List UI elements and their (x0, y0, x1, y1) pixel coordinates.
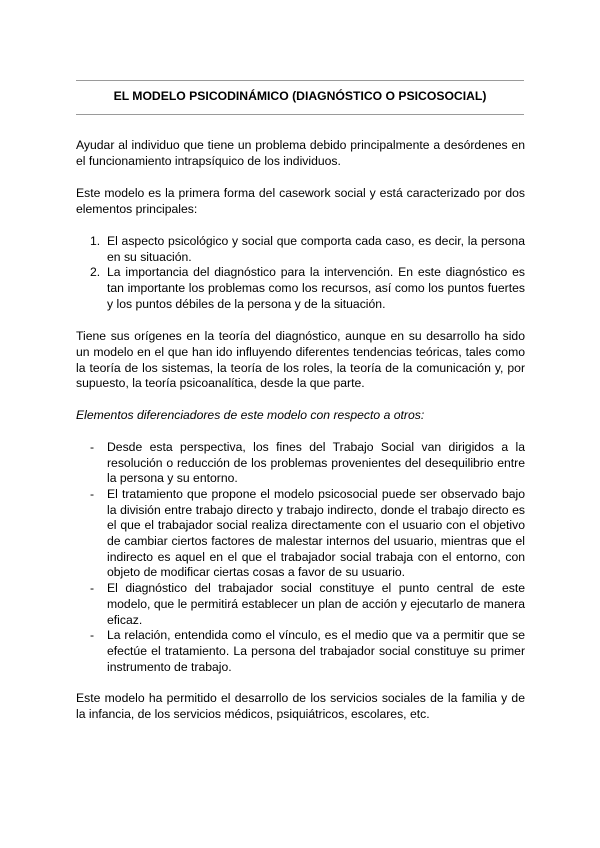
principal-elements-list (76, 234, 525, 313)
list-item (76, 440, 525, 487)
intro-paragraph-1: Ayudar al individuo que tiene un problema debido principalmente a desórdenes en el funcionamiento intrapsíquico de los individuos. (76, 138, 525, 168)
list-item (76, 581, 525, 628)
list-item-text: El tratamiento que propone el modelo psicosocial puede ser observado bajo la división entre trabajo directo y trabajo indirecto, donde el trabajo directo es el que el trabajador social realiza directamente con el usuario con el objetivo de cambiar ciertos factores de malestar internos del usuario, mientras que el indirecto es aquel en el que el trabajador social trabaja con el entorno, con objeto de modificar ciertas cosas a favor de su usuario. (107, 486, 525, 580)
list-item-number: 2. (90, 265, 101, 280)
list-item-dash: - (90, 581, 95, 596)
list-item (76, 265, 525, 312)
list-item-dash: - (90, 628, 95, 643)
document-title: EL MODELO PSICODINÁMICO (DIAGNÓSTICO O PSICOSOCIAL) (113, 89, 487, 103)
differentiators-heading: Elementos diferenciadores de este modelo con respecto a otros: (76, 408, 425, 423)
intro-paragraph-2: Este modelo es la primera forma del casework social y está caracterizado por dos elementos principales: (76, 186, 525, 217)
title-top-rule (76, 80, 524, 81)
list-item-text: El diagnóstico del trabajador social constituye el punto central de este modelo, que le permitirá establecer un plan de acción y ejecutarlo de manera eficaz. (107, 581, 525, 627)
list-item-text: La relación, entendida como el vínculo, es el medio que va a permitir que se efectúe el tratamiento. La persona del trabajador social constituye su primer instrumento de trabajo. (107, 628, 525, 674)
list-item-number: 1. (90, 233, 101, 248)
list-item-text: El aspecto psicológico y social que comporta cada caso, es decir, la persona en su situación. (107, 233, 525, 264)
title-bottom-rule (76, 114, 524, 115)
differentiators-list (76, 440, 525, 676)
list-item (76, 487, 525, 581)
list-item-text: La importancia del diagnóstico para la intervención. En este diagnóstico es tan importante los problemas como los recursos, así como los puntos fuertes y los puntos débiles de la persona y de la situación. (107, 265, 525, 311)
origins-paragraph: Tiene sus orígenes en la teoría del diagnóstico, aunque en su desarrollo ha sido un modelo en el que han ido influyendo diferentes tendencias teóricas, tales como la teoría de los sistemas, la teoría de los roles, la teoría de la comunicación y, por supuesto, la teoría psicoanalítica, desde la que parte. (76, 329, 525, 391)
closing-paragraph: Este modelo ha permitido el desarrollo de los servicios sociales de la familia y de la infancia, de los servicios médicos, psiquiátricos, escolares, etc. (76, 691, 525, 722)
list-item (76, 234, 525, 265)
list-item-dash: - (90, 486, 95, 501)
list-item-dash: - (90, 439, 95, 454)
list-item (76, 628, 525, 675)
document-body (76, 138, 525, 723)
list-item-text: Desde esta perspectiva, los fines del Trabajo Social van dirigidos a la resolución o reducción de los problemas provenientes del desequilibrio entre la persona y su entorno. (107, 439, 525, 486)
